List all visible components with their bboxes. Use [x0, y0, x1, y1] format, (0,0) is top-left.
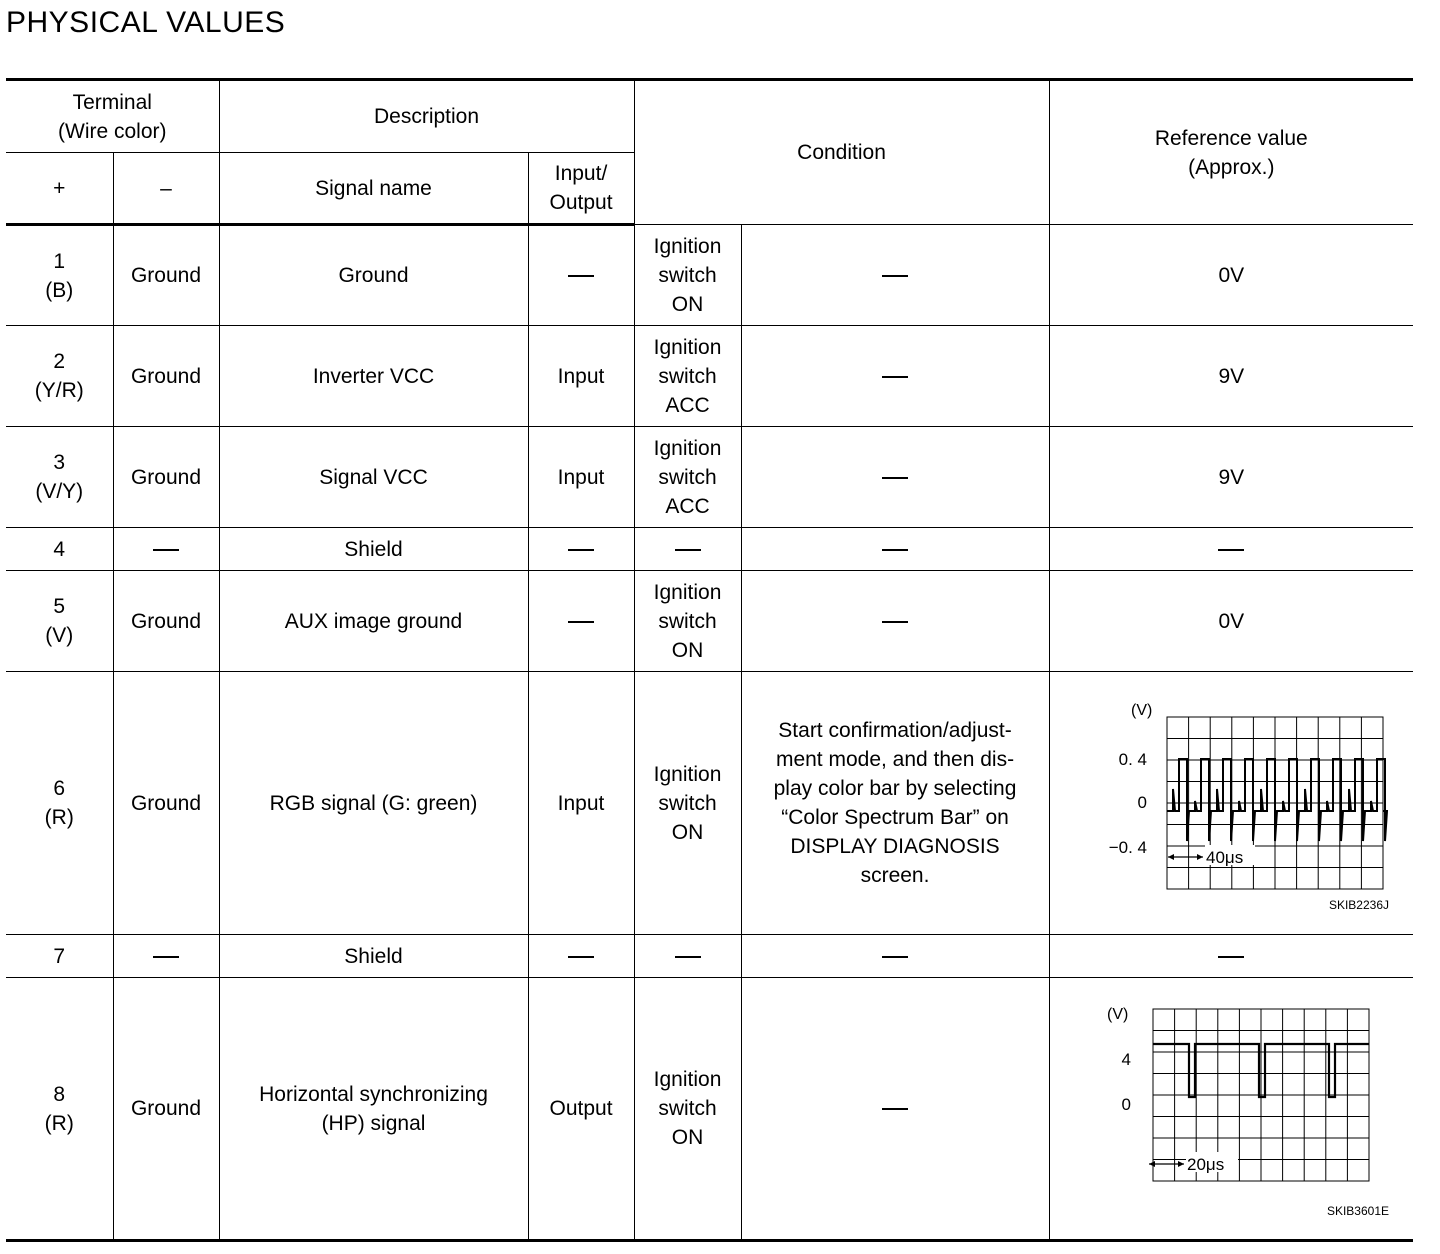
- dash-mark: [882, 621, 908, 623]
- condition-switch: Ignition switch ON: [634, 672, 741, 935]
- waveform-time-label: 20μs: [1187, 1154, 1225, 1174]
- terminal-minus: Ground: [113, 672, 219, 935]
- waveform-code: SKIB2236J: [1329, 898, 1390, 912]
- terminal-minus: Ground: [113, 225, 219, 326]
- signal-name: Ground: [219, 225, 528, 326]
- waveform-time-label: 40μs: [1206, 848, 1244, 867]
- condition-detail: [741, 326, 1049, 427]
- dash-mark: [882, 275, 908, 277]
- dash-mark: [1218, 549, 1244, 551]
- dash-mark: [882, 549, 908, 551]
- waveform-code: SKIB3601E: [1327, 1203, 1390, 1218]
- condition-detail: Start confirmation/adjust- ment mode, and then dis- play color bar by selecting “Color Spectrum Bar” on DISPLAY DIAGNOSIS screen.: [741, 672, 1049, 935]
- waveform-unit: (V): [1107, 1005, 1129, 1023]
- condition-detail: [741, 571, 1049, 672]
- condition-detail: [741, 225, 1049, 326]
- signal-name: Shield: [219, 528, 528, 571]
- dash-mark: [568, 621, 594, 623]
- dash-mark: [1218, 956, 1244, 958]
- reference-value: 9V: [1049, 326, 1413, 427]
- terminal-minus: Ground: [113, 978, 219, 1241]
- table-row: [6, 978, 1413, 1241]
- dash-mark: [882, 477, 908, 479]
- waveform-y-label: 0: [1137, 793, 1148, 812]
- io: Output: [528, 978, 634, 1241]
- waveform-trace: [1167, 759, 1387, 841]
- reference-waveform-rgb: [1049, 672, 1413, 935]
- table-row: [6, 672, 1413, 935]
- header-reference: Reference value (Approx.): [1049, 80, 1413, 225]
- waveform-y-label: 4: [1121, 1049, 1132, 1069]
- io: Input: [528, 672, 634, 935]
- terminal-minus: [113, 528, 219, 571]
- table-row: [6, 427, 1413, 528]
- waveform-unit: (V): [1131, 702, 1153, 719]
- header-plus: +: [6, 153, 113, 225]
- header-io: Input/ Output: [528, 153, 634, 225]
- dash-mark: [675, 956, 701, 958]
- table-row: [6, 571, 1413, 672]
- header-signal-name: Signal name: [219, 153, 528, 225]
- io: [528, 935, 634, 978]
- page-title: PHYSICAL VALUES: [6, 6, 286, 39]
- terminal-plus: 8 (R): [6, 978, 113, 1241]
- reference-value: [1049, 528, 1413, 571]
- reference-waveform-hp: [1049, 978, 1413, 1241]
- dash-mark: [153, 549, 179, 551]
- reference-value: 0V: [1049, 225, 1413, 326]
- header-terminal: Terminal (Wire color): [6, 80, 219, 153]
- condition-detail: [741, 427, 1049, 528]
- terminal-minus: Ground: [113, 326, 219, 427]
- reference-value: [1049, 935, 1413, 978]
- dash-mark: [153, 956, 179, 958]
- terminal-plus: 2 (Y/R): [6, 326, 113, 427]
- condition-switch: [634, 528, 741, 571]
- table-row: [6, 528, 1413, 571]
- io: [528, 225, 634, 326]
- terminal-plus: 4: [6, 528, 113, 571]
- io: [528, 571, 634, 672]
- terminal-plus: 1 (B): [6, 225, 113, 326]
- condition-switch: Ignition switch ON: [634, 225, 741, 326]
- table-row: [6, 225, 1413, 326]
- condition-switch: Ignition switch ACC: [634, 326, 741, 427]
- table-row: [6, 935, 1413, 978]
- signal-name: RGB signal (G: green): [219, 672, 528, 935]
- reference-value: 9V: [1049, 427, 1413, 528]
- terminal-plus: 6 (R): [6, 672, 113, 935]
- condition-switch: Ignition switch ACC: [634, 427, 741, 528]
- dash-mark: [882, 956, 908, 958]
- condition-switch: Ignition switch ON: [634, 571, 741, 672]
- terminal-minus: Ground: [113, 427, 219, 528]
- condition-detail: [741, 935, 1049, 978]
- dash-mark: [882, 376, 908, 378]
- dash-mark: [675, 549, 701, 551]
- physical-values-table: [6, 78, 1413, 1242]
- dash-mark: [568, 956, 594, 958]
- condition-switch: Ignition switch ON: [634, 978, 741, 1241]
- dash-mark: [568, 549, 594, 551]
- terminal-minus: [113, 935, 219, 978]
- io: [528, 528, 634, 571]
- waveform-y-label: −0. 4: [1108, 838, 1148, 857]
- condition-detail: [741, 978, 1049, 1241]
- waveform-y-label: 0. 4: [1118, 750, 1148, 769]
- dash-mark: [568, 275, 594, 277]
- terminal-plus: 3 (V/Y): [6, 427, 113, 528]
- signal-name: Signal VCC: [219, 427, 528, 528]
- signal-name: Inverter VCC: [219, 326, 528, 427]
- signal-name: Horizontal synchronizing (HP) signal: [219, 978, 528, 1241]
- table-row: [6, 326, 1413, 427]
- terminal-plus: 7: [6, 935, 113, 978]
- header-minus: –: [113, 153, 219, 225]
- terminal-plus: 5 (V): [6, 571, 113, 672]
- condition-detail: [741, 528, 1049, 571]
- signal-name: Shield: [219, 935, 528, 978]
- io: Input: [528, 326, 634, 427]
- condition-switch: [634, 935, 741, 978]
- waveform-hp-chart: [1071, 999, 1391, 1219]
- header-description: Description: [219, 80, 634, 153]
- waveform-y-label: 0: [1121, 1094, 1132, 1114]
- signal-name: AUX image ground: [219, 571, 528, 672]
- header-condition: Condition: [634, 80, 1049, 225]
- waveform-rgb-chart: [1071, 693, 1391, 913]
- io: Input: [528, 427, 634, 528]
- dash-mark: [882, 1108, 908, 1110]
- terminal-minus: Ground: [113, 571, 219, 672]
- reference-value: 0V: [1049, 571, 1413, 672]
